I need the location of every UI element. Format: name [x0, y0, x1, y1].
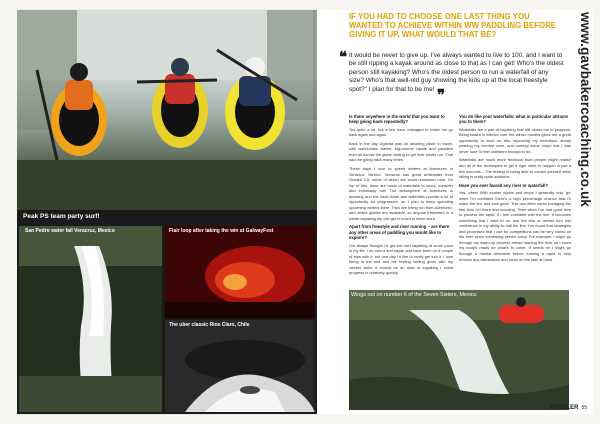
answer-paragraph: I've always thought I'd get into surf kayaking at some point in my life. I do own a surf kayak and have been on a couple of trips with it, but one day I'd like to really get into it. I love being in the sea and the feeling surfing gives with my current skills, it should be an area of kayaking I could progress in relatively quickly.	[349, 242, 453, 276]
question-heading: Is there anywhere in the world that you want to keep going back repeatedly?	[349, 114, 445, 125]
caption-flair-loop: Flair loop after taking the win at GalwayFest	[169, 228, 274, 234]
answer-paragraph: Waterfalls are a part of kayaking that still needs me to progress. Being based in Mexico over the winter months gives me a great opportunity to work on this, improving my technique, slowly pushing my comfort zone, and running some drops that I was never sure I'd feel confident enough to do.	[459, 126, 571, 154]
caption-waterfall: San Pedro water fall Veracruz, Mexico	[25, 228, 115, 234]
waterfall-photo	[19, 226, 162, 412]
answer-paragraph: Waterfalls are much more technical than people might realise and all of the techniques to get it right need to happen in just a few seconds... The feeling of being able to control yourself while falling is really quite addictive.	[459, 157, 571, 180]
open-quote-icon: ❝	[339, 48, 348, 66]
website-vertical	[577, 12, 593, 232]
answer-paragraph: These days I love to spend winters at Aventurec in Veracruz, Mexico. Veracruz has great whitewater from Grades 2-5, some of which are world-renowned runs. On top of this, there are loads of waterfalls to scout, consider and eventually run! The atmosphere at Aventurec is amazing and the local rivers and waterfalls provide a lot of opportunity for progression, so I plan to keep spending upcoming winters there. Trips are being run from Aventurec, and onsite guides are available, so anyone interested in a winter kayaking trip can get in touch to learn more.	[349, 166, 453, 221]
column-right	[459, 114, 571, 265]
kayak-team-photo	[17, 10, 317, 210]
pull-quote: It would be never to give up. I've always wanted to live to 100, and I want to be still ripping a kayak around as close to that as I can get! Who's the oldest person still kayaking? Who's the oldest person to run a waterfall of any size? Who's that well-old guy showing the kids up at the local freestyle spot?" I plan for that to be me!	[349, 52, 564, 93]
caption-team: Peak PS team party surf!	[23, 213, 100, 220]
website-url: www.gavbakercoaching.co.uk	[578, 12, 593, 207]
question-heading: Apart from freestyle and river running – are there any other areas of paddling you would like to explore?	[349, 224, 450, 241]
column-left	[349, 114, 453, 279]
close-quote-icon: ❞	[437, 86, 446, 104]
answer-paragraph: Yes quite a lot, but a few have managed to make me go back again and again.	[349, 126, 453, 138]
photo-grid	[17, 210, 317, 414]
question-heading: Have you ever feared any river or waterfall?	[459, 182, 549, 188]
answer-paragraph: Yes, often! With scarier rapids and drops I generally only 'go' when I'm confident there's a high percentage chance that I'll make the line and look good. This can often mean portaging the first time I'm there and scouting. Then when I've had good time to process the rapid, if I feel confident with the line, it becomes something that I want to do, and the fear or nerves turn into confidence in my ability to nail the line. I've found that strategies and processes that I use for competitions can be very useful on the river when something seems scary. For example, I might go through my warm-up process before starting the river so I know my body's ready for what's to come. If needs be I might go through a mental rehearsal before running a rapid to help remove any distractions and focus on the task at hand.	[459, 190, 571, 262]
right-page	[317, 10, 593, 414]
page-footer	[550, 405, 587, 411]
caption-rios-claro: The uber classic Rios Claro, Chile	[169, 322, 250, 328]
answer-paragraph: Back in the day Uganda was an amazing place to travel, with world-class waves, big-volume rapids and paddlers from all across the globe visiting to get their winter run. That had me going back many times.	[349, 140, 453, 163]
caption-wings-out: Wings out on number 6 of the Seven Sisters, Mexico	[351, 292, 477, 298]
left-page	[17, 10, 317, 414]
page-number: 55	[581, 405, 587, 411]
question-heading: You do like your waterfalls; what in particular attracts you to them?	[459, 114, 569, 125]
rios-claro-photo	[165, 320, 315, 412]
wings-out-photo	[349, 290, 569, 410]
flair-loop-photo	[165, 226, 315, 318]
question-headline: IF YOU HAD TO CHOOSE ONE LAST THING YOU WANTED TO ACHIEVE WITHIN WW PADDLING BEFORE GIVING IT UP, WHAT WOULD THAT BE?	[349, 12, 556, 40]
footer-brand: PADDLER	[549, 405, 579, 411]
